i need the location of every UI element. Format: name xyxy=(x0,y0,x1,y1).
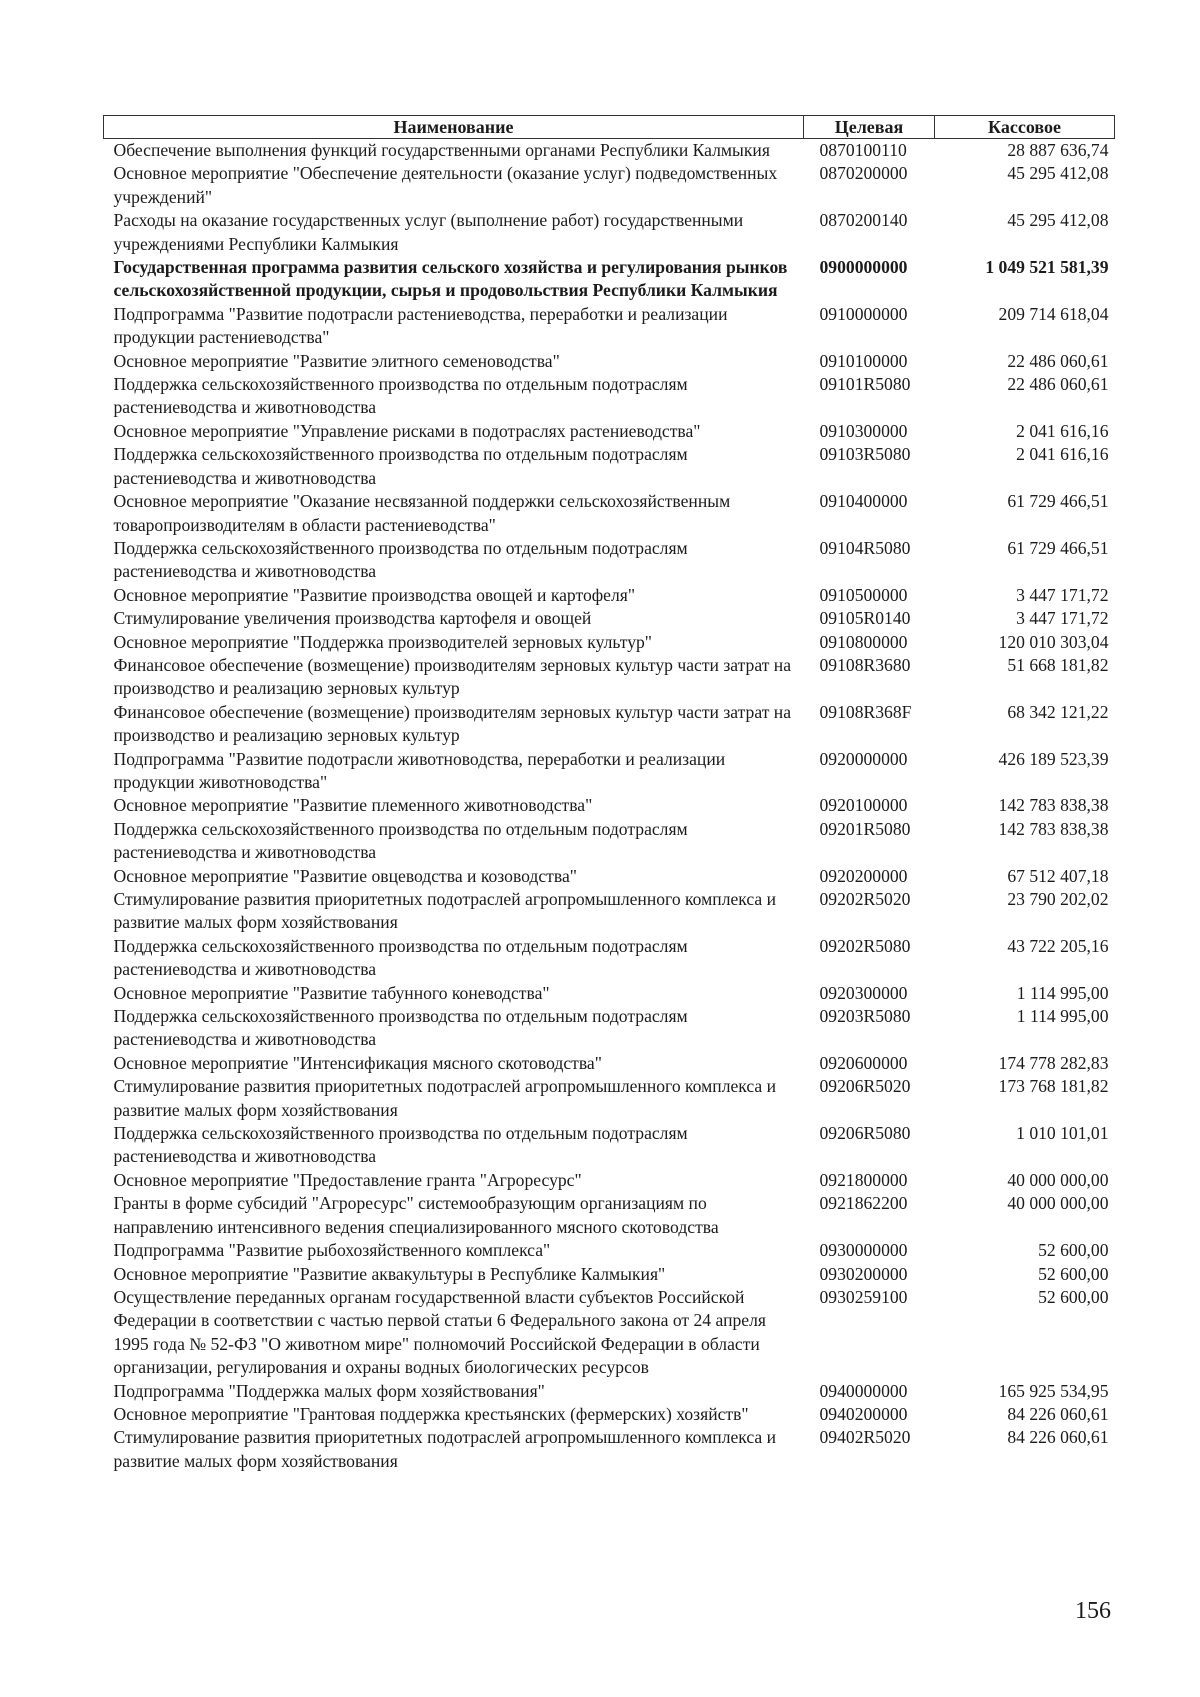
row-amount: 209 714 618,04 xyxy=(998,303,1109,324)
row-amount: 142 783 838,38 xyxy=(998,818,1109,839)
table-row xyxy=(104,1286,1115,1380)
table-row xyxy=(104,865,1115,888)
row-amount: 3 447 171,72 xyxy=(1016,584,1109,605)
row-amount: 1 114 995,00 xyxy=(1016,1006,1109,1027)
row-code: 0910100000 xyxy=(819,350,908,371)
row-amount: 174 778 282,83 xyxy=(998,1052,1109,1073)
row-name: Стимулирование увеличения производства картофеля и овощей xyxy=(113,608,592,629)
table-row xyxy=(104,162,1115,209)
row-amount: 52 600,00 xyxy=(1038,1286,1109,1307)
table-row xyxy=(104,1263,1115,1286)
row-code: 0870200000 xyxy=(819,163,908,184)
row-name: Основное мероприятие "Развитие производства овощей и картофеля" xyxy=(113,584,636,605)
page-number: 156 xyxy=(1075,1598,1111,1624)
row-code: 0920200000 xyxy=(819,865,908,886)
row-name: Обеспечение выполнения функций государственными органами Республики Калмыкия xyxy=(113,140,770,160)
row-code: 09201R5080 xyxy=(819,818,911,839)
row-amount: 426 189 523,39 xyxy=(998,748,1109,769)
row-name: Поддержка сельскохозяйственного производства по отдельным подотраслям растениеводства и животноводства xyxy=(113,374,688,418)
table-row xyxy=(104,209,1115,256)
row-amount: 142 783 838,38 xyxy=(998,795,1109,816)
row-code: 09202R5020 xyxy=(819,889,911,909)
row-code: 09103R5080 xyxy=(819,444,911,465)
row-name: Основное мероприятие "Развитие аквакультуры в Республике Калмыкия" xyxy=(113,1263,666,1284)
table-row xyxy=(104,1426,1115,1473)
row-amount: 2 041 616,16 xyxy=(1016,420,1109,441)
row-code: 0910400000 xyxy=(819,491,908,512)
row-name: Поддержка сельскохозяйственного производства по отдельным подотраслям растениеводства и животноводства xyxy=(113,537,688,582)
row-name: Стимулирование развития приоритетных подотраслей агропромышленного комплекса и развитие малых форм хозяйствования xyxy=(113,889,777,933)
row-name: Основное мероприятие "Управление рисками в подотраслях растениеводства" xyxy=(113,420,701,441)
row-name: Поддержка сельскохозяйственного производства по отдельным подотраслям растениеводства и животноводства xyxy=(113,1006,688,1050)
row-amount: 3 447 171,72 xyxy=(1016,608,1109,629)
table-row xyxy=(104,1403,1115,1426)
row-amount: 1 114 995,00 xyxy=(1016,982,1109,1003)
row-name: Финансовое обеспечение (возмещение) производителям зерновых культур части затрат на производство и реализацию зерновых культур xyxy=(113,701,792,746)
row-name: Основное мероприятие "Поддержка производителей зерновых культур" xyxy=(113,631,652,652)
row-code: 09108R3680 xyxy=(819,654,911,675)
row-code: 0940200000 xyxy=(819,1403,908,1424)
row-name: Поддержка сельскохозяйственного производства по отдельным подотраслям растениеводства и животноводства xyxy=(113,818,688,863)
table-row xyxy=(104,373,1115,420)
table-row xyxy=(104,631,1115,654)
table-row xyxy=(104,1380,1115,1403)
table-row xyxy=(104,982,1115,1005)
table-row xyxy=(104,584,1115,607)
table-row xyxy=(104,256,1115,303)
row-name: Основное мероприятие "Развитие табунного коневодства" xyxy=(113,982,550,1003)
row-amount: 68 342 121,22 xyxy=(1007,701,1109,722)
row-name: Стимулирование развития приоритетных подотраслей агропромышленного комплекса и развитие малых форм хозяйствования xyxy=(113,1076,777,1120)
row-code: 09206R5020 xyxy=(819,1076,911,1097)
table-row xyxy=(104,935,1115,982)
table-row xyxy=(104,537,1115,584)
table-row xyxy=(104,748,1115,795)
row-amount: 1 010 101,01 xyxy=(1016,1123,1109,1144)
table-row xyxy=(104,490,1115,537)
row-name: Основное мероприятие "Предоставление гранта "Агроресурс" xyxy=(113,1169,582,1190)
table-row xyxy=(104,420,1115,443)
row-code: 0910300000 xyxy=(819,420,908,441)
row-amount: 1 049 521 581,39 xyxy=(985,257,1109,278)
row-name: Основное мероприятие "Развитие овцеводства и козоводства" xyxy=(113,865,577,886)
row-amount: 2 041 616,16 xyxy=(1016,444,1109,465)
row-amount: 173 768 181,82 xyxy=(998,1076,1109,1097)
row-name: Подпрограмма "Поддержка малых форм хозяйствования" xyxy=(113,1380,545,1401)
row-code: 0940000000 xyxy=(819,1380,908,1401)
table-row xyxy=(104,701,1115,748)
row-amount: 23 790 202,02 xyxy=(1007,889,1109,909)
row-amount: 28 887 636,74 xyxy=(1007,140,1109,160)
header-code: Целевая xyxy=(804,116,935,139)
row-code: 0920000000 xyxy=(819,748,908,769)
row-amount: 22 486 060,61 xyxy=(1007,350,1109,371)
row-name: Поддержка сельскохозяйственного производства по отдельным подотраслям растениеводства и животноводства xyxy=(113,1123,688,1167)
row-code: 0920600000 xyxy=(819,1052,908,1073)
row-amount: 84 226 060,61 xyxy=(1007,1427,1109,1448)
row-code: 0870200140 xyxy=(819,210,908,231)
row-code: 0921800000 xyxy=(819,1169,908,1190)
row-name: Осуществление переданных органам государственной власти субъектов Российской Федерации в соответствии с частью первой статьи 6 Федерального закона от 24 апреля 1995 года № 52-ФЗ "О животном мире" полномочий Российской Федерации в области организации, регулирования и охраны водных биологических ресурсов xyxy=(113,1286,766,1378)
table-row xyxy=(104,139,1115,163)
row-code: 0870100110 xyxy=(819,140,907,160)
row-amount: 52 600,00 xyxy=(1038,1263,1109,1284)
table-row xyxy=(104,1052,1115,1075)
row-code: 09402R5020 xyxy=(819,1427,911,1448)
row-code: 0900000000 xyxy=(819,257,908,278)
table-row xyxy=(104,1169,1115,1192)
row-name: Финансовое обеспечение (возмещение) производителям зерновых культур части затрат на производство и реализацию зерновых культур xyxy=(113,654,792,699)
table-row xyxy=(104,607,1115,630)
row-code: 0930259100 xyxy=(819,1286,908,1307)
table-row xyxy=(104,303,1115,350)
row-amount: 45 295 412,08 xyxy=(1007,163,1109,184)
row-amount: 67 512 407,18 xyxy=(1007,865,1109,886)
table-header-row xyxy=(104,116,1115,139)
row-name: Основное мероприятие "Обеспечение деятельности (оказание услуг) подведомственных учреждений" xyxy=(113,163,778,207)
row-amount: 43 722 205,16 xyxy=(1007,935,1109,956)
table-row xyxy=(104,1075,1115,1122)
table-row xyxy=(104,350,1115,373)
row-name: Основное мероприятие "Развитие племенного животноводства" xyxy=(113,795,593,816)
row-amount: 22 486 060,61 xyxy=(1007,374,1109,395)
row-amount: 120 010 303,04 xyxy=(998,631,1109,652)
row-name: Подпрограмма "Развитие подотрасли животноводства, переработки и реализации продукции животноводства" xyxy=(113,748,726,792)
row-name: Гранты в форме субсидий "Агроресурс" системообразующим организациям по направлению интенсивного ведения специализированного мясного скотоводства xyxy=(113,1193,719,1237)
row-name: Поддержка сельскохозяйственного производства по отдельным подотраслям растениеводства и животноводства xyxy=(113,935,688,980)
budget-table xyxy=(103,115,1115,1473)
table-row xyxy=(104,1192,1115,1239)
header-name: Наименование xyxy=(104,116,804,139)
table-row xyxy=(104,1005,1115,1052)
row-amount: 61 729 466,51 xyxy=(1007,537,1109,558)
table-row xyxy=(104,1239,1115,1262)
row-name: Основное мероприятие "Интенсификация мясного скотоводства" xyxy=(113,1052,602,1073)
row-name: Основное мероприятие "Грантовая поддержка крестьянских (фермерских) хозяйств" xyxy=(113,1403,749,1424)
table-row xyxy=(104,888,1115,935)
row-amount: 40 000 000,00 xyxy=(1007,1193,1109,1214)
table-body xyxy=(104,139,1115,1474)
row-code: 0930200000 xyxy=(819,1263,908,1284)
row-code: 0920300000 xyxy=(819,982,908,1003)
row-code: 0910000000 xyxy=(819,303,908,324)
row-amount: 51 668 181,82 xyxy=(1007,654,1109,675)
row-code: 09105R0140 xyxy=(819,608,911,629)
table-row xyxy=(104,443,1115,490)
row-name: Основное мероприятие "Развитие элитного семеноводства" xyxy=(113,350,560,371)
header-amount: Кассовое xyxy=(935,116,1115,139)
row-code: 09203R5080 xyxy=(819,1006,911,1027)
row-name: Подпрограмма "Развитие рыбохозяйственного комплекса" xyxy=(113,1240,551,1261)
row-code: 0910500000 xyxy=(819,584,908,605)
row-code: 09101R5080 xyxy=(819,374,911,395)
table-row xyxy=(104,794,1115,817)
row-name: Поддержка сельскохозяйственного производства по отдельным подотраслям растениеводства и животноводства xyxy=(113,444,688,488)
row-code: 09104R5080 xyxy=(819,537,911,558)
table-row xyxy=(104,654,1115,701)
table-row xyxy=(104,1122,1115,1169)
row-name: Расходы на оказание государственных услуг (выполнение работ) государственными учреждениями Республики Калмыкия xyxy=(113,210,744,254)
row-code: 0910800000 xyxy=(819,631,908,652)
row-name: Стимулирование развития приоритетных подотраслей агропромышленного комплекса и развитие малых форм хозяйствования xyxy=(113,1427,777,1471)
row-code: 09108R368F xyxy=(819,701,912,722)
row-name: Подпрограмма "Развитие подотрасли растениеводства, переработки и реализации продукции растениеводства" xyxy=(113,303,728,348)
row-name: Основное мероприятие "Оказание несвязанной поддержки сельскохозяйственным товаропроизводителям в области растениеводства" xyxy=(113,491,731,535)
row-code: 0920100000 xyxy=(819,795,908,816)
row-amount: 52 600,00 xyxy=(1038,1240,1109,1261)
row-amount: 45 295 412,08 xyxy=(1007,210,1109,231)
row-amount: 40 000 000,00 xyxy=(1007,1169,1109,1190)
row-amount: 165 925 534,95 xyxy=(998,1380,1109,1401)
table-row xyxy=(104,818,1115,865)
row-amount: 61 729 466,51 xyxy=(1007,491,1109,512)
row-code: 09202R5080 xyxy=(819,935,911,956)
row-code: 0921862200 xyxy=(819,1193,908,1214)
row-amount: 84 226 060,61 xyxy=(1007,1403,1109,1424)
row-code: 0930000000 xyxy=(819,1240,908,1261)
row-code: 09206R5080 xyxy=(819,1123,911,1144)
row-name: Государственная программа развития сельского хозяйства и регулирования рынков сельскохозяйственной продукции, сырья и продовольствия Республики Калмыкия xyxy=(113,257,788,301)
